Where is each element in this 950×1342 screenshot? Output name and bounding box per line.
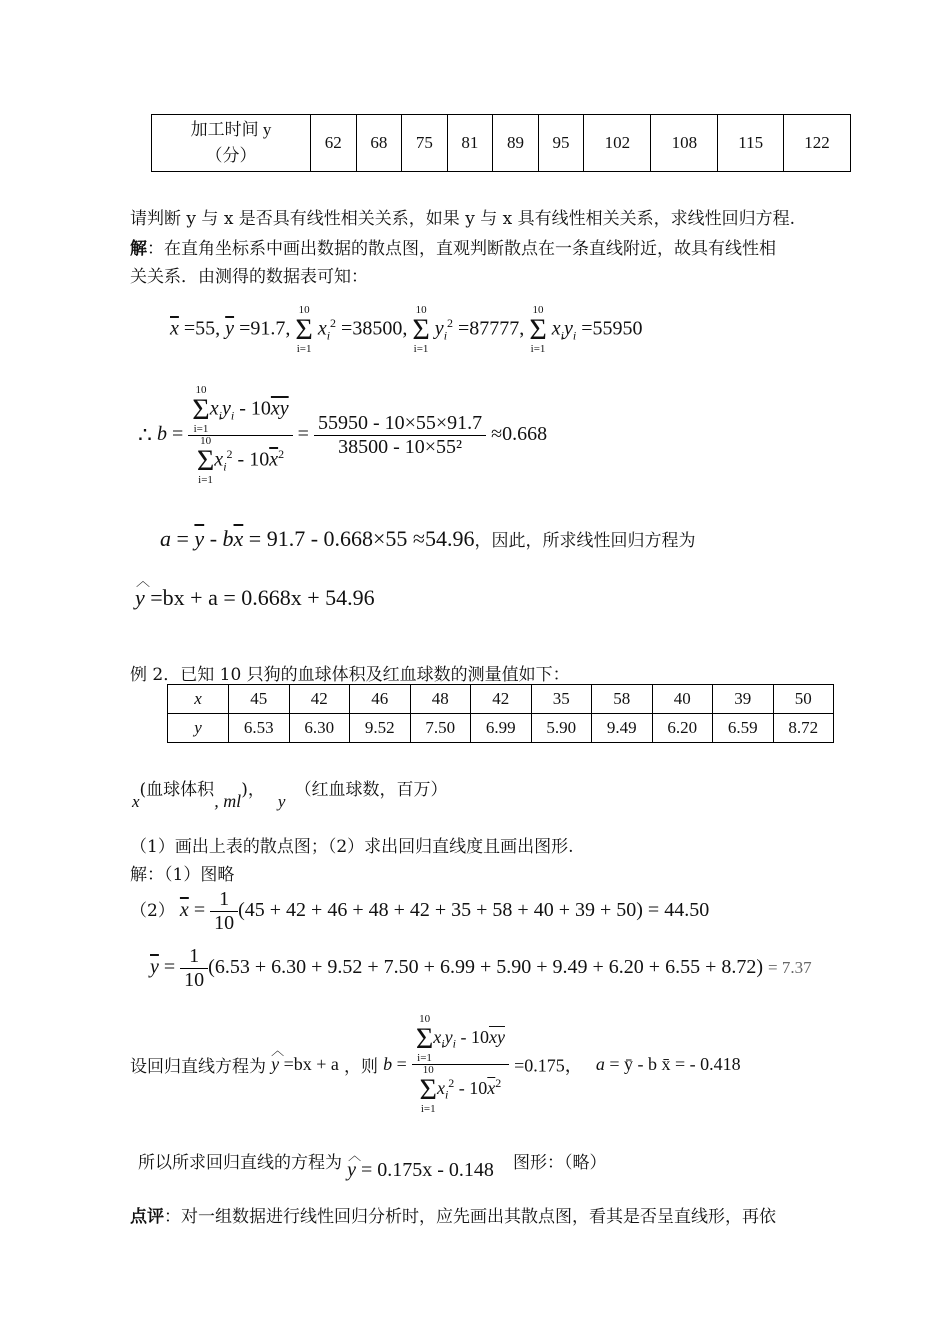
table-cell: 68 <box>356 115 402 172</box>
table-cell: 6.20 <box>652 714 713 743</box>
b-numeric-fraction: $\frac{55950 - 10\times 55\times 91.7}{\text{38500 - 10×55²}}$ <box>314 412 486 459</box>
stats-formula: $\overline{x} =55$, $\overline{y} =91.7$, 10 Σ i=1 $x_i^2 =38500$, 10 Σ i=1 $y_i^2 =87777$, 10 Σ i=1 $x_iy_i =55950$ <box>170 304 643 355</box>
table-cell: 122 <box>783 115 850 172</box>
table-cell: 6.99 <box>471 714 532 743</box>
solution-text1: ：在直角坐标系中画出数据的散点图，直观判断散点在一条直线附近，故具有线性相 <box>147 239 776 259</box>
table-cell: 6.59 <box>713 714 774 743</box>
table-cell: 75 <box>402 115 448 172</box>
b-symbolic-fraction: 10 Σ i=1 $x_iy_i - 10\overline{xy}$ 10 Σ i=1 $x_i^2 - 10\overline{x}^2$ <box>188 385 292 486</box>
example2-title: 例 2．已知 10 只狗的血球体积及红血球数的测量值如下： <box>130 665 570 685</box>
dog-blood-table <box>167 684 834 743</box>
table-cell: 89 <box>493 115 539 172</box>
table-row-label <box>152 115 311 172</box>
table-cell: 39 <box>713 685 774 714</box>
table-cell: 7.50 <box>410 714 471 743</box>
table-cell: 50 <box>773 685 834 714</box>
table-cell: 42 <box>471 685 532 714</box>
sum-symbol: 10 Σ i=1 <box>295 304 313 355</box>
table-cell: 35 <box>531 685 592 714</box>
b-fraction-2: 10 Σ i=1 $x_iy_i - 10\overline{xy}$ 10 Σ i=1 $x_i^2 - 10\overline{x}^2$ <box>412 1014 509 1115</box>
b-result: ≈0.668 <box>491 423 548 446</box>
label-line2: （分） <box>205 146 257 165</box>
x-header: x <box>194 689 202 708</box>
sum-y2-value: =87777, <box>458 317 525 340</box>
solution-line2: 关关系．由测得的数据表可知： <box>130 267 368 287</box>
solution-head: 解 <box>130 239 147 259</box>
sum-x2-value: =38500, <box>341 317 408 340</box>
xbar-value: =55, <box>183 317 221 340</box>
table-cell: 115 <box>718 115 783 172</box>
table-cell: 9.52 <box>350 714 411 743</box>
variable-description: x(血球体积, ml)， y （红血球数，百万） <box>132 780 448 811</box>
label-line1: 加工时间 y <box>190 120 272 139</box>
y-header: y <box>194 718 202 737</box>
ybar-symbol: $\overline{y}$ <box>225 317 235 340</box>
xbar-calculation: （2） $\overline{x}$ = $\frac{1}{10}$ (45 + 42 + 46 + 48 + 42 + 35 + 58 + 40 + 39 + 50) = 44.50 <box>130 888 710 934</box>
xbar-symbol: $\overline{x}$ <box>170 317 179 340</box>
table-cell: 102 <box>584 115 651 172</box>
regression-setup: 设回归直线方程为 ︿ y =bx + a ，则 b = 10 Σ i=1 $x_iy_i - 10\overline{xy}$ 10 Σ i=1 $x_i^2 - 10\overline{x}^2$ =0.175， a = ȳ - b x̄ = - 0.418 <box>130 1013 741 1115</box>
table-cell: 108 <box>651 115 718 172</box>
a-suffix: ，因此，所求线性回归方程为 <box>474 531 696 551</box>
solution-line1 <box>130 234 776 259</box>
processing-time-table <box>151 114 851 172</box>
table-cell: 9.49 <box>592 714 653 743</box>
ybar-calculation: $\overline{y}$ = $\frac{1}{10}$ (6.53 + 6.30 + 9.52 + 7.50 + 6.99 + 5.90 + 9.49 + 6.20 + 6.55 + 8.72) = 7.37 <box>150 945 812 991</box>
table-cell: 48 <box>410 685 471 714</box>
table-cell: 40 <box>652 685 713 714</box>
sum-symbol: 10 Σ i=1 <box>529 304 547 355</box>
sum-xy-value: =55950 <box>581 317 643 340</box>
example2-solution-head: 解：（1）图略 <box>130 865 235 885</box>
table-cell: 5.90 <box>531 714 592 743</box>
question-text: 请判断 y 与 x 是否具有线性相关关系，如果 y 与 x 具有线性相关关系，求线性回归方程. <box>130 209 796 229</box>
comment-line: 点评：对一组数据进行线性回归分析时，应先画出其散点图，看其是否呈直线形，再依 <box>130 1207 776 1227</box>
ybar-value: =91.7, <box>239 317 291 340</box>
table-cell: 42 <box>289 685 350 714</box>
table-cell: 6.30 <box>289 714 350 743</box>
a-formula: $a = \overline{y} - b\overline{x} = 91.7 - 0.668\times 55 \approx 54.96$，因此，所求线性回归方程为 <box>160 526 696 551</box>
table-cell: 8.72 <box>773 714 834 743</box>
table-cell: 46 <box>350 685 411 714</box>
table-cell: 62 <box>311 115 357 172</box>
sum-symbol: 10 Σ i=1 <box>412 304 430 355</box>
example2-tasks: （1）画出上表的散点图；（2）求出回归直线度且画出图形. <box>130 837 574 857</box>
b-formula: ∴ b = 10 Σ i=1 $x_iy_i - 10\overline{xy}$ 10 Σ i=1 $x_i^2 - 10\overline{x}^2$ = $\frac{55950 - 10\times 55\times 91.7}{\text{38500 - 10×55²}}$ ≈0.668 <box>138 384 548 486</box>
table-cell: 6.53 <box>229 714 290 743</box>
table-cell: 81 <box>447 115 493 172</box>
table-cell: 45 <box>229 685 290 714</box>
regression-equation: ︿ y =bx + a = 0.668x + 54.96 <box>135 575 375 610</box>
table-cell: 58 <box>592 685 653 714</box>
final-equation-line: 所以所求回归直线的方程为 ︿ y = 0.175x - 0.148 图形：（略） <box>138 1148 607 1181</box>
table-cell: 95 <box>538 115 584 172</box>
